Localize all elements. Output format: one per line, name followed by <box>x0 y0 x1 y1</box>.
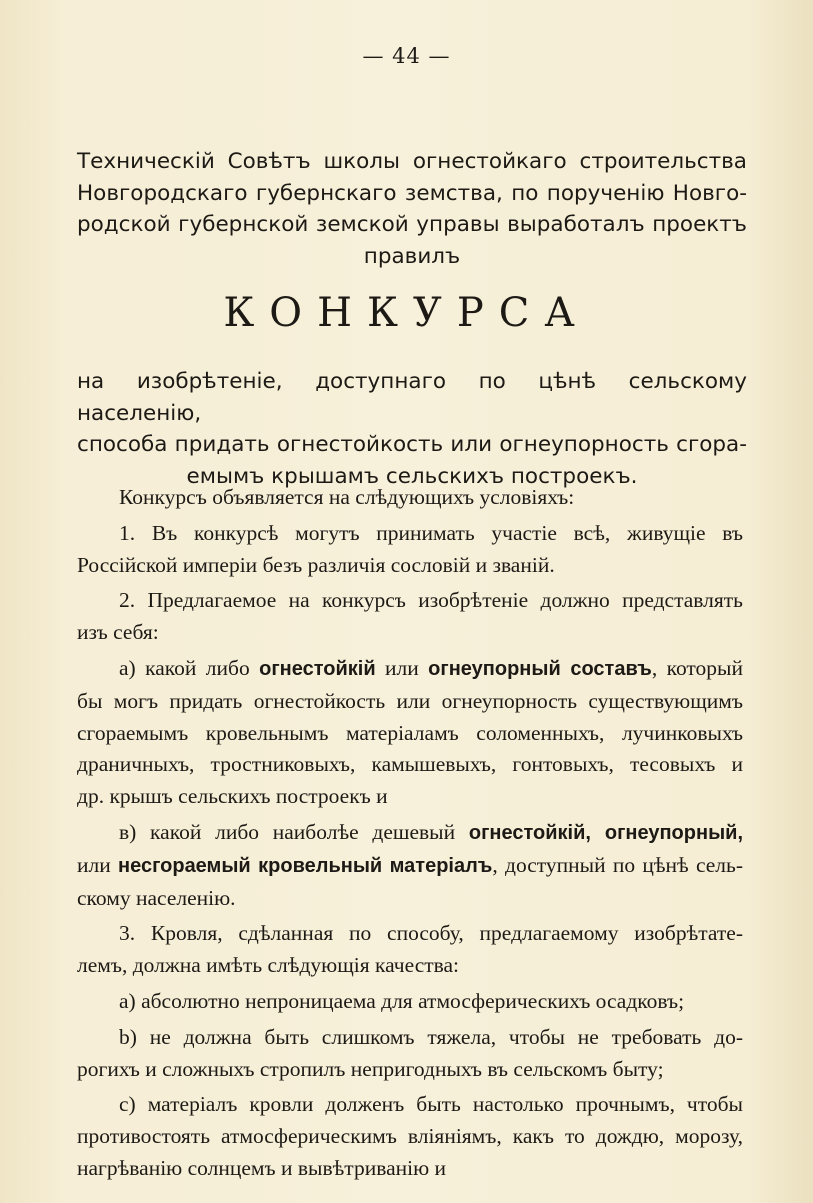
paragraph-1-line: Россійской имперіи безъ различія сословій и званій. <box>77 552 555 577</box>
item-v-line <box>77 817 743 850</box>
item-v-line <box>77 850 743 883</box>
intro-line: Новгородскаго губернскаго земства, по порученію Новго- <box>77 180 747 206</box>
intro-line: Техническій Совѣтъ школы огнестойкаго строительства <box>77 149 747 174</box>
item-a-line: сгораемымъ кровельнымъ матеріаламъ соломенныхъ, лучинковыхъ <box>77 720 743 745</box>
item-v-line: скому населенію. <box>77 885 236 910</box>
item-a-bold: огнестойкій <box>259 657 376 680</box>
paragraph-announcement: Конкурсъ объявляется на слѣдующихъ условіяхъ: <box>119 485 575 509</box>
item-a-bold: огнеупорный составъ <box>428 657 652 680</box>
item-a-text: , который <box>651 655 743 680</box>
intro-line-last: правилъ <box>363 243 461 269</box>
subtitle <box>77 366 747 492</box>
item-v-text: в) какой либо наиболѣе дешевый <box>119 819 469 844</box>
item-a-line <box>77 653 743 686</box>
quality-c-line: противостоять атмосферическимъ вліяніямъ, какъ то дождю, морозу, <box>77 1124 743 1149</box>
item-a-text: а) какой либо <box>119 655 260 680</box>
quality-a: а) абсолютно непроницаема для атмосферическихъ осадковъ; <box>119 988 685 1013</box>
subtitle-line: на изобрѣтеніе, доступнаго по цѣнѣ сельскому населенію, <box>77 369 747 426</box>
intro-line: родской губернской земской управы выработалъ проектъ <box>77 212 747 237</box>
item-a-text: или <box>375 655 429 680</box>
paragraph-3-line: 3. Кровля, сдѣланная по способу, предлагаемому изобрѣтате- <box>119 921 743 946</box>
paragraph-3-line: лемъ, должна имѣть слѣдующія качества: <box>77 953 460 978</box>
intro-paragraph <box>77 146 747 272</box>
paragraph-2-line: изъ себя: <box>77 620 159 645</box>
item-v-bold: несгораемый кровельный матеріалъ <box>118 854 493 877</box>
item-a-line: др. крышъ сельскихъ построекъ и <box>77 784 388 809</box>
paragraph-1-line: 1. Въ конкурсѣ могутъ принимать участіе всѣ, живущіе въ <box>119 520 743 545</box>
body-text <box>77 482 743 1185</box>
page-title: КОНКУРСА <box>223 290 590 336</box>
page-number: — 44 — <box>362 44 451 68</box>
quality-b-line: b) не должна быть слишкомъ тяжела, чтобы не требовать до- <box>119 1024 743 1049</box>
subtitle-line-last: емымъ крышамъ сельскихъ построекъ. <box>186 463 638 489</box>
item-v-text: или <box>77 852 118 877</box>
quality-c-line: с) матеріалъ кровли долженъ быть настолько прочнымъ, чтобы <box>119 1092 743 1117</box>
item-v-bold: огнестойкій, огнеупорный, <box>468 821 743 844</box>
paragraph-2-line: 2. Предлагаемое на конкурсъ изобрѣтеніе должно представлять <box>119 588 743 613</box>
item-a-line: драничныхъ, тростниковыхъ, камышевыхъ, гонтовыхъ, тесовыхъ и <box>77 752 743 777</box>
item-v-text: , доступный по цѣнѣ сель- <box>492 852 744 877</box>
quality-b-line: рогихъ и сложныхъ стропилъ непригодныхъ въ сельскомъ быту; <box>77 1056 664 1081</box>
item-a-line: бы могъ придать огнестойкость или огнеупорность существующимъ <box>77 688 743 713</box>
subtitle-line: способа придать огнестойкость или огнеупорность сгора- <box>77 432 747 457</box>
quality-c-line: нагрѣванію солнцемъ и вывѣтриванію и <box>77 1155 447 1180</box>
